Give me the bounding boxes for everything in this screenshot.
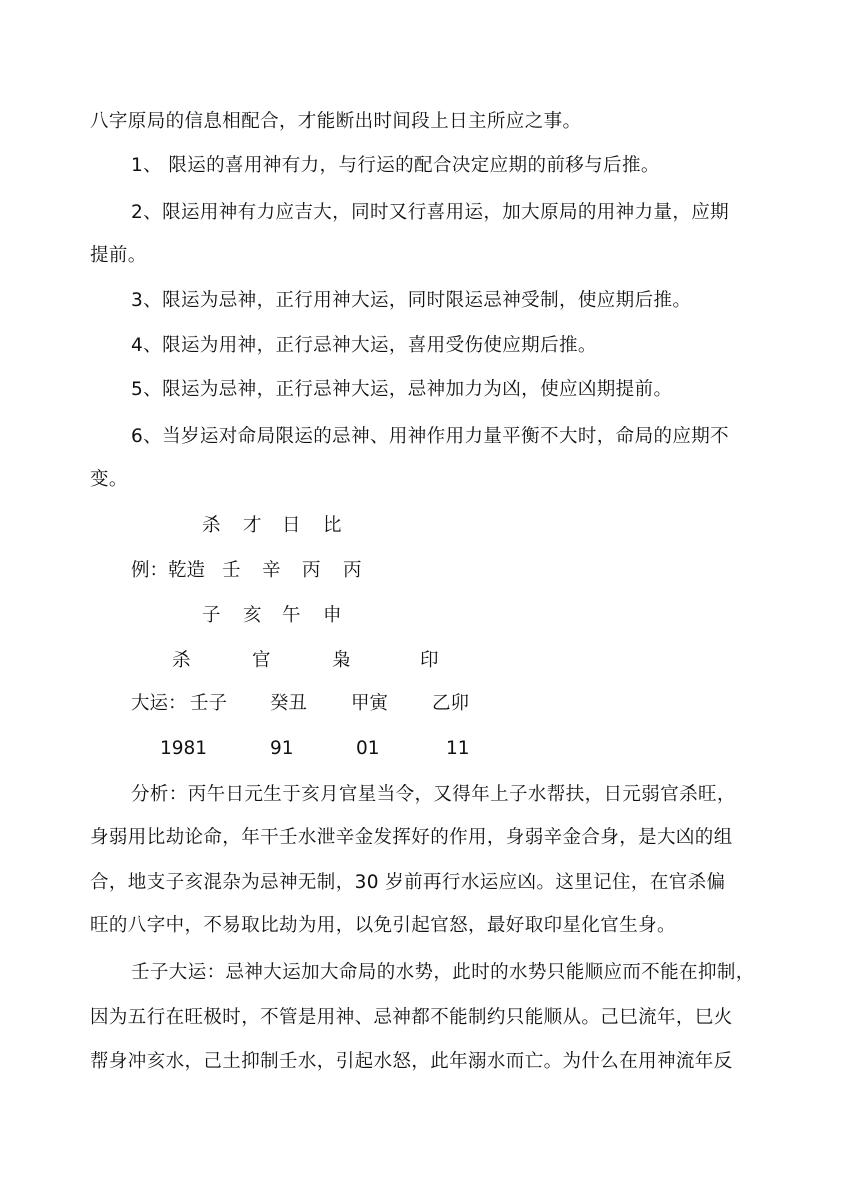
analysis-line3: 合，地支子亥混杂为忌神无制，30 岁前再行水运应凶。这里记住，在官杀偏	[90, 872, 726, 893]
renzi-line1: 壬子大运：忌神大运加大命局的水势，此时的水势只能顺应而不能在抑制，	[131, 962, 755, 983]
stem-hour: 丙	[343, 560, 362, 581]
shishen-month: 才	[243, 515, 262, 536]
analysis-line1: 分析：丙午日元生于亥月官星当令，又得年上子水帮扶，日元弱官杀旺，	[131, 784, 736, 805]
dayun-year-1: 1981	[160, 738, 208, 759]
rule-6-line1: 6、当岁运对命局限运的忌神、用神作用力量平衡不大时，命局的应期不	[131, 426, 730, 447]
dayun-year-2: 91	[270, 738, 294, 759]
renzi-line2: 因为五行在旺极时，不管是用神、忌神都不能制约只能顺从。己巳流年，巳火	[90, 1007, 733, 1028]
branch-hour: 申	[323, 605, 342, 626]
rule-1: 1、 限运的喜用神有力，与行运的配合决定应期的前移与后推。	[131, 155, 660, 176]
rule-2-line1: 2、限运用神有力应吉大，同时又行喜用运，加大原局的用神力量，应期	[131, 202, 730, 223]
dayun-shishen-3: 枭	[332, 650, 351, 671]
stem-day: 丙	[302, 560, 321, 581]
rule-2-line2: 提前。	[90, 245, 147, 266]
rule-3: 3、限运为忌神，正行用神大运，同时限运忌神受制，使应期后推。	[131, 290, 692, 311]
stem-year: 壬	[222, 560, 241, 581]
dayun-4: 乙卯	[432, 693, 470, 714]
dayun-year-3: 01	[356, 738, 380, 759]
shishen-year: 杀	[202, 515, 221, 536]
dayun-shishen-2: 官	[252, 650, 271, 671]
branch-month: 亥	[243, 605, 262, 626]
branch-year: 子	[202, 605, 221, 626]
dayun-shishen-1: 杀	[172, 650, 191, 671]
stem-month: 辛	[262, 560, 281, 581]
shishen-day: 日	[282, 515, 301, 536]
rule-5: 5、限运为忌神，正行忌神大运，忌神加力为凶，使应凶期提前。	[131, 379, 673, 400]
paragraph-intro: 八字原局的信息相配合，才能断出时间段上日主所应之事。	[90, 111, 582, 132]
rule-6-line2: 变。	[90, 469, 128, 490]
dayun-3: 甲寅	[351, 693, 389, 714]
dayun-2: 癸丑	[270, 693, 308, 714]
analysis-line4: 旺的八字中，不易取比劫为用，以免引起官怒，最好取印星化官生身。	[90, 915, 676, 936]
dayun-label: 大运：	[131, 693, 187, 714]
dayun-1: 壬子	[190, 693, 228, 714]
rule-4: 4、限运为用神，正行忌神大运，喜用受伤使应期后推。	[131, 335, 597, 356]
example-label: 例：乾造	[131, 560, 206, 581]
dayun-year-4: 11	[446, 738, 470, 759]
shishen-hour: 比	[323, 515, 342, 536]
dayun-shishen-4: 印	[420, 650, 439, 671]
renzi-line3: 帮身冲亥水，己土抑制壬水，引起水怒，此年溺水而亡。为什么在用神流年反	[90, 1051, 733, 1072]
analysis-line2: 身弱用比劫论命，年干壬水泄辛金发挥好的作用，身弱辛金合身，是大凶的组	[90, 827, 733, 848]
branch-day: 午	[282, 605, 301, 626]
